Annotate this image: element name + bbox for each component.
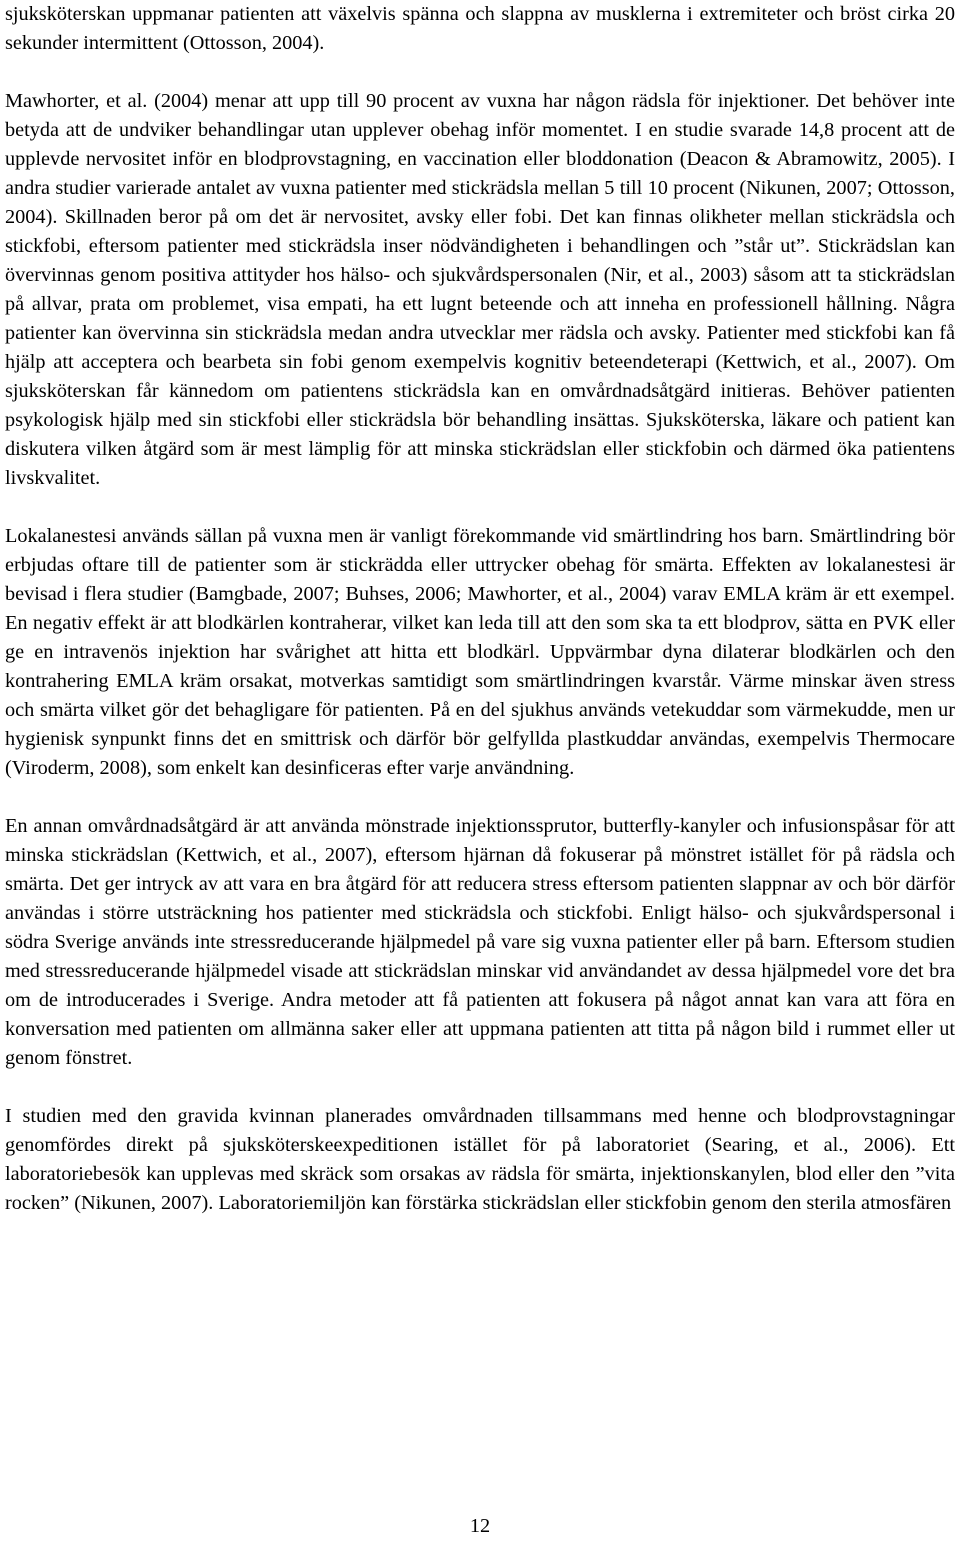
paragraph-3: Lokalanestesi används sällan på vuxna men är vanligt förekommande vid smärtlindring hos barn. Smärtlindring bör erbjudas oftare till de patienter som är stickrädda eller uttrycker obehag för smärta. Effekten av lokalanestesi är bevisad i flera studier (Bamgbade, 2007; Buhses, 2006; Mawhorter, et al., 2004) varav EMLA kräm är ett exempel. En negativ effekt är att blodkärlen kontraherar, vilket kan leda till att den som ska ta ett blodprov, sätta en PVK eller ge en intravenös injektion har svårighet att hitta ett blodkärl. Uppvärmbar dyna dilaterar blodkärlen och den kontrahering EMLA kräm orsakat, motverkas samtidigt som smärtlindringen kvarstår. Värme minskar även stress och smärta vilket gör det behagligare för patienten. På en del sjukhus används vetekuddar som värmekudde, men ur hygienisk synpunkt finns det en smittrisk och därför bör gelfyllda plastkuddar användas, exempelvis Thermocare (Viroderm, 2008), som enkelt kan desinficeras efter varje användning. xyxy=(5,525,955,779)
paragraph-gap xyxy=(5,58,955,87)
page-number: 12 xyxy=(469,1515,491,1537)
paragraph-gap xyxy=(5,493,955,522)
paragraph-4: En annan omvårdnadsåtgärd är att använda mönstrade injektionssprutor, butterfly-kanyler och infusionspåsar för att minska stickrädslan (Kettwich, et al., 2007), eftersom hjärnan då fokuserar på mönstret istället för på rädsla och smärta. Det ger intryck av att vara en bra åtgärd för att reducera stress eftersom patienten slappnar av och bör därför användas i större utsträckning hos patienter med stickrädsla och stickfobi. Enligt hälso- och sjukvårdspersonal i södra Sverige används inte stressreducerande hjälpmedel på vare sig vuxna patienter eller på barn. Eftersom studien med stressreducerande hjälpmedel visade att stickrädslan minskar vid användandet av dessa hjälpmedel vore det bra om de introducerades i Sverige. Andra metoder att få patienten att fokusera på något annat kan vara att föra en konversation med patienten om allmänna saker eller att uppmana patienten att titta på någon bild i rummet eller ut genom fönstret. xyxy=(5,815,955,1069)
paragraph-gap xyxy=(5,1073,955,1102)
document-page xyxy=(5,0,955,1218)
paragraph-1: sjuksköterskan uppmanar patienten att växelvis spänna och slappna av musklerna i extremiteter och bröst cirka 20 sekunder intermittent (Ottosson, 2004). xyxy=(5,3,955,54)
paragraph-5: I studien med den gravida kvinnan planerades omvårdnaden tillsammans med henne och blodprovstagningar genomfördes direkt på sjuksköterskeexpeditionen istället för på laboratoriet (Searing, et al., 2006). Ett laboratoriebesök kan upplevas med skräck som orsakas av rädsla för smärta, injektionskanylen, blod eller den ”vita rocken” (Nikunen, 2007). Laboratoriemiljön kan förstärka stickrädslan eller stickfobin genom den sterila atmosfären xyxy=(5,1105,955,1214)
paragraph-gap xyxy=(5,783,955,812)
paragraph-2: Mawhorter, et al. (2004) menar att upp till 90 procent av vuxna har någon rädsla för injektioner. Det behöver inte betyda att de undviker behandlingar utan upplever obehag inför momentet. I en studie svarade 14,8 procent att de upplevde nervositet inför en blodprovstagning, en vaccination eller bloddonation (Deacon & Abramowitz, 2005). I andra studier varierade antalet av vuxna patienter med stickrädsla mellan 5 till 10 procent (Nikunen, 2007; Ottosson, 2004). Skillnaden beror på om det är nervositet, avsky eller fobi. Det kan finnas olikheter mellan stickrädsla och stickfobi, eftersom patienter med stickrädsla inser nödvändigheten i behandlingen och ”står ut”. Stickrädslan kan övervinnas genom positiva attityder hos hälso- och sjukvårdspersonalen (Nir, et al., 2003) såsom att ta stickrädslan på allvar, prata om problemet, visa empati, ha ett lugnt beteende och att inneha en professionell hållning. Några patienter kan övervinna sin stickrädsla medan andra utvecklar mer rädsla och avsky. Patienter med stickfobi kan få hjälp att acceptera och bearbeta sin fobi genom exempelvis kognitiv beteendeterapi (Kettwich, et al., 2007). Om sjuksköterskan får kännedom om patientens stickrädsla kan en omvårdnadsåtgärd initieras. Behöver patienten psykologisk hjälp med sin stickfobi eller stickrädsla bör behandling insättas. Sjuksköterska, läkare och patient kan diskutera vilken åtgärd som är mest lämplig för att minska stickrädslan eller stickfobin och därmed öka patientens livskvalitet. xyxy=(5,90,955,489)
